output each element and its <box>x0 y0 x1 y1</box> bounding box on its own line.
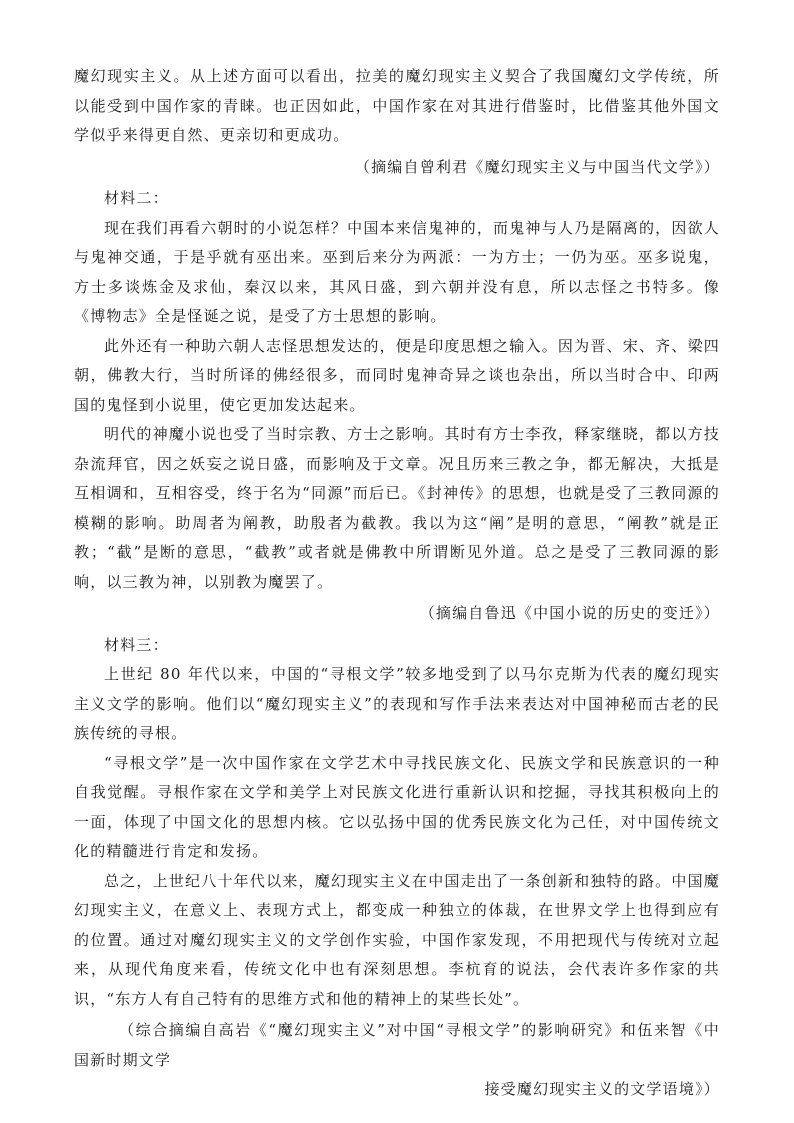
material-3-paragraph: 上世纪 80 年代以来，中国的“寻根文学”较多地受到了以马尔克斯为代表的魔幻现实主义文学的影响。他们以“魔幻现实主义”的表现和写作手法来表达对中国神秘而古老的民族传统的寻根。 <box>74 665 720 742</box>
source-citation-1: （摘编自曾利君《魔幻现实主义与中国当代文学》） <box>354 157 720 176</box>
material-2-paragraph: 明代的神魔小说也受了当时宗教、方士之影响。其时有方士李孜，释家继晓，都以方技杂流拜官，因之妖妄之说日盛，而影响及于文章。况且历来三教之争，都无解决，大抵是互相调和，互相容受，终于名为“同源”而后已。《封神传》的思想，也就是受了三教同源的模糊的影响。助周者为阐教，助殷者为截教。我以为这“阐”是明的意思，“阐教”就是正教；“截”是断的意思，“截教”或者就是佛教中所谓断见外道。总之是受了三教同源的影响，以三教为神，以别教为魔罢了。 <box>74 425 720 591</box>
intro-paragraph: 魔幻现实主义。从上述方面可以看出，拉美的魔幻现实主义契合了我国魔幻文学传统，所以能受到中国作家的青睐。也正因如此，中国作家在对其进行借鉴时，比借鉴其他外国文学似乎来得更自然、更亲切和更成功。 <box>74 67 720 144</box>
material-2-heading: 材料二： <box>104 189 169 207</box>
source-citation-3-line-2: 接受魔幻现实主义的文学语境》） <box>484 1080 720 1098</box>
material-2-paragraph: 此外还有一种助六朝人志怪思想发达的，便是印度思想之输入。因为晋、宋、齐、梁四朝，佛教大行，当时所译的佛经很多，而同时鬼神奇异之谈也杂出，所以当时合中、印两国的鬼怪到小说里，使它更加发达起来。 <box>74 336 720 414</box>
material-3-paragraph: “寻根文学”是一次中国作家在文学艺术中寻找民族文化、民族文学和民族意识的一种自我觉醒。寻根作家在文学和美学上对民族文化进行重新认识和挖掘，寻找其积极向上的一面，体现了中国文化的思想内核。它以弘扬中国的优秀民族文化为己任，对中国传统文化的精髓进行肯定和发扬。 <box>74 753 720 860</box>
material-2-paragraph: 现在我们再看六朝时的小说怎样？中国本来信鬼神的，而鬼神与人乃是隔离的，因欲人与鬼神交通，于是乎就有巫出来。巫到后来分为两派：一为方士；一仍为巫。巫多说鬼，方士多谈炼金及求仙，秦汉以来，其风日盛，到六朝并没有息，所以志怪之书特多。像《博物志》全是怪诞之说，是受了方士思想的影响。 <box>74 218 720 325</box>
source-citation-3-line-1: （综合摘编自高岩《“魔幻现实主义”对中国“寻根文学”的影响研究》和伍来智《中国新时期文学 <box>74 1021 720 1069</box>
source-citation-2: （摘编自鲁迅《中国小说的历史的变迁》） <box>419 604 720 622</box>
article-body <box>74 62 720 1107</box>
material-3-heading: 材料三： <box>104 635 169 654</box>
material-3-paragraph: 总之，上世纪八十年代以来，魔幻现实主义在中国走出了一条创新和独特的路。中国魔幻现实主义，在意义上、表现方式上，都变成一种独立的体裁，在世界文学上也得到应有的位置。通过对魔幻现实主义的文学创作实验，中国作家发现，不用把现代与传统对立起来，从现代角度来看，传统文化中也有深刻思想。李杭育的说法，会代表许多作家的共识，“东方人有自己特有的思维方式和他的精神上的某些长处”。 <box>74 871 720 1008</box>
